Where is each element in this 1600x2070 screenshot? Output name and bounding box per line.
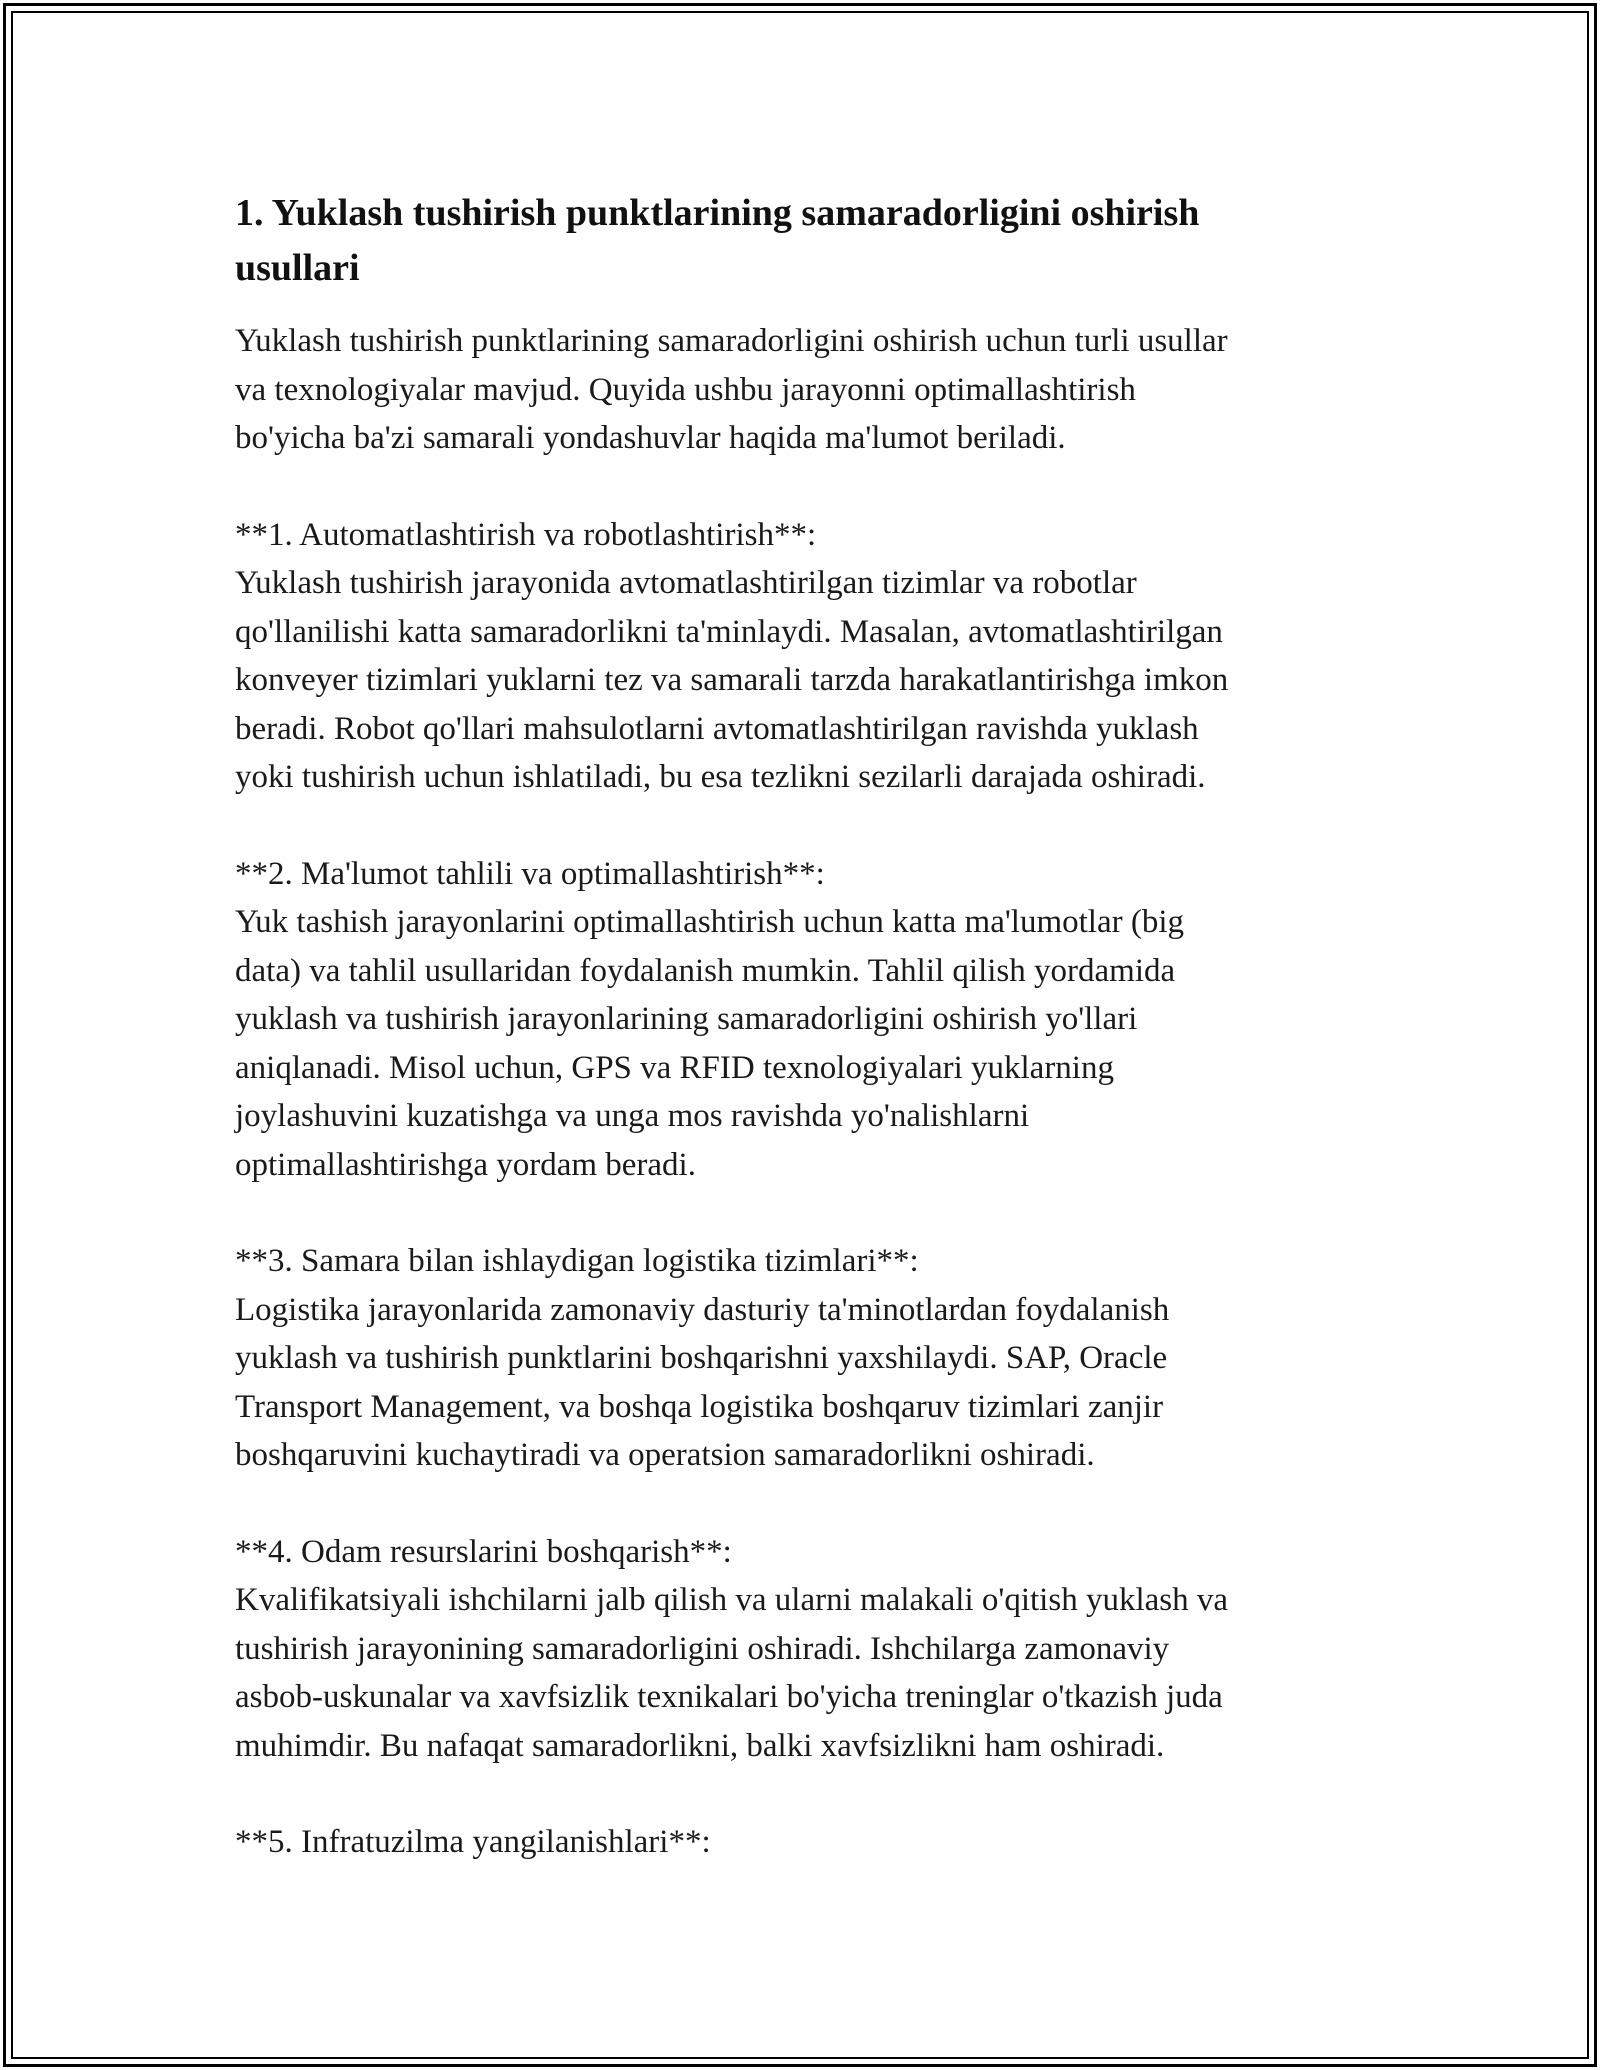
document-content — [235, 186, 1365, 1867]
intro-paragraph: Yuklash tushirish punktlarining samaradorligini oshirish uchun turli usullar va texnologiyalar mavjud. Quyida ushbu jarayonni optimallashtirish bo'yicha ba'zi samarali yondashuvlar haqida ma'lumot beriladi. — [235, 323, 1228, 456]
section-heading: **2. Ma'lumot tahlili va optimallashtirish**: — [235, 855, 825, 892]
section-4 — [235, 1528, 1365, 1771]
section-body: Kvalifikatsiyali ishchilarni jalb qilish va ularni malakali o'qitish yuklash va tushirish jarayonining samaradorligini oshiradi. Ishchilarga zamonaviy asbob-uskunalar va xavfsizlik texnikalari bo'yicha treninglar o'tkazish juda muhimdir. Bu nafaqat samaradorlikni, balki xavfsizlikni ham oshiradi. — [235, 1582, 1228, 1764]
section-body: Logistika jarayonlarida zamonaviy dasturiy ta'minotlardan foydalanish yuklash va tushirish punktlarini boshqarishni yaxshilaydi. SAP, Oracle Transport Management, va boshqa logistika boshqaruv tizimlari zanjir boshqaruvini kuchaytiradi va operatsion samaradorlikni oshiradi. — [235, 1291, 1170, 1473]
section-body: Yuklash tushirish jarayonida avtomatlashtirilgan tizimlar va robotlar qo'llanilishi katta samaradorlikni ta'minlaydi. Masalan, avtomatlashtirilgan konveyer tizimlari yuklarni tez va samarali tarzda harakatlantirishga imkon beradi. Robot qo'llari mahsulotlarni avtomatlashtirilgan ravishda yuklash yoki tushirish uchun ishlatiladi, bu esa tezlikni sezilarli darajada oshiradi. — [235, 565, 1229, 795]
section-3 — [235, 1237, 1365, 1480]
section-heading: **1. Automatlashtirish va robotlashtirish**: — [235, 516, 817, 553]
section-1 — [235, 511, 1365, 802]
section-body: Yuk tashish jarayonlarini optimallashtirish uchun katta ma'lumotlar (big data) va tahlil usullaridan foydalanish mumkin. Tahlil qilish yordamida yuklash va tushirish jarayonlarining samaradorligini oshirish yo'llari aniqlanadi. Misol uchun, GPS va RFID texnologiyalari yuklarning joylashuvini kuzatishga va unga mos ravishda yo'nalishlarni optimallashtirishga yordam beradi. — [235, 904, 1185, 1183]
section-heading: **5. Infratuzilma yangilanishlari**: — [235, 1824, 711, 1860]
section-heading: **4. Odam resurslarini boshqarish**: — [235, 1533, 732, 1570]
section-5 — [235, 1818, 1365, 1867]
document-title: 1. Yuklash tushirish punktlarining samaradorligini oshirish usullari — [235, 192, 1200, 289]
section-2 — [235, 850, 1365, 1190]
section-heading: **3. Samara bilan ishlaydigan logistika tizimlari**: — [235, 1243, 919, 1279]
